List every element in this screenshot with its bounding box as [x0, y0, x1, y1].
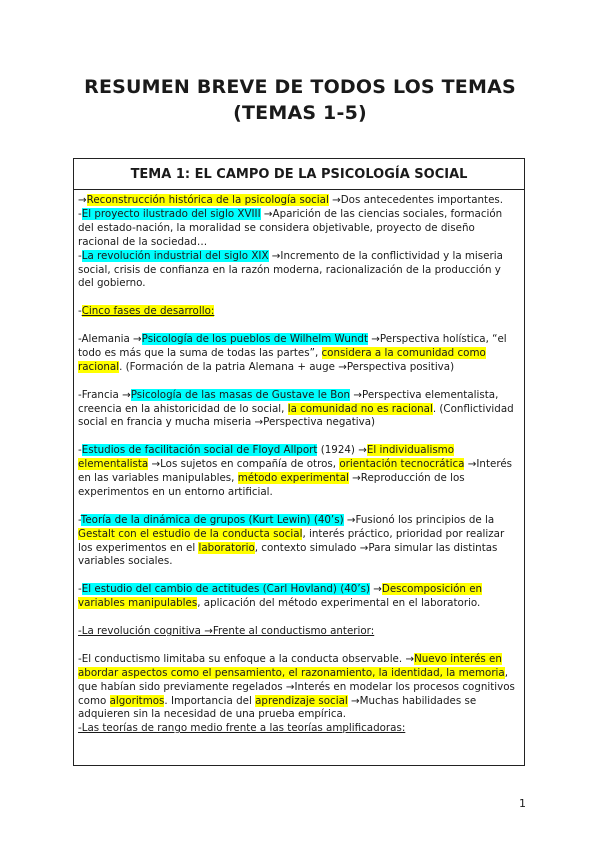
- paragraph-proyecto-ilustrado: -El proyecto ilustrado del siglo XVIII →Aparición de las ciencias sociales, formación del estado-nación, la moralidad se considera objetivable, proyecto de diseño racional de la sociedad…: [78, 207, 503, 248]
- topic-box: [73, 158, 525, 766]
- paragraph-carl-hovland: -El estudio del cambio de actitudes (Carl Hovland) (40’s) →Descomposición en variables manipulables, aplicación del método experimental en el laboratorio.: [78, 583, 483, 610]
- paragraph-alemania: -Alemania →Psicología de los pueblos de Wilhelm Wundt →Perspectiva holística, “el todo es más que la suma de todas las partes”, considera a la comunidad como racional. (Formación de la patria Alemana + auge →Perspectiva positiva): [78, 333, 507, 373]
- paragraph-revolucion-cognitiva: -La revolución cognitiva →Frente al conductismo anterior:: [78, 624, 375, 637]
- paragraph-reconstruccion: →Reconstrucción histórica de la psicología social →Dos antecedentes importantes.: [78, 194, 504, 206]
- paragraph-cinco-fases: -Cinco fases de desarrollo:: [78, 305, 215, 318]
- paragraph-kurt-lewin: -Teoría de la dinámica de grupos (Kurt Lewin) (40’s) →Fusionó los principios de la Gestalt con el estudio de la conducta social, interés práctico, prioridad por realizar los experimentos en el laboratorio, contexto simulado →Para simular las distintas variables sociales.: [78, 513, 505, 568]
- topic-heading: TEMA 1: EL CAMPO DE LA PSICOLOGÍA SOCIAL: [74, 159, 524, 190]
- paragraph-conductismo: -El conductismo limitaba su enfoque a la conducta observable. →Nuevo interés en abordar aspectos como el pensamiento, el razonamiento, la identidad, la memoria, que habían sido previamente regelados →Interés en modelar los procesos cognitivos como algoritmos. Importancia del aprendizaje social →Muchas habilidades se adquieren sin la necesidad de una prueba empírica.: [78, 652, 515, 721]
- paragraph-revolucion-industrial: -La revolución industrial del siglo XIX →Incremento de la conflictividad y la miseria social, crisis de confianza en la razón moderna, racionalización de la producción y del gobierno.: [78, 249, 503, 290]
- paragraph-floyd-allport: -Estudios de facilitación social de Floyd Allport (1924) →El individualismo elementalista →Los sujetos en compañía de otros, orientación tecnocrática →Interés en las variables manipulables, método experimental →Reproducción de los experimentos en un entorno artificial.: [78, 444, 513, 498]
- paragraph-teorias-rango-medio: -Las teorías de rango medio frente a las teorías amplificadoras:: [78, 722, 406, 735]
- page-number: 1: [519, 797, 526, 810]
- document-title-line-2: (TEMAS 1-5): [233, 102, 367, 124]
- document-title-line-1: RESUMEN BREVE DE TODOS LOS TEMAS: [84, 76, 516, 98]
- topic-content: [74, 190, 524, 736]
- paragraph-francia: -Francia →Psicología de las masas de Gustave le Bon →Perspectiva elementalista, creencia en la ahistoricidad de lo social, la comunidad no es racional. (Conflictividad social en francia y mucha miseria →Perspectiva negativa): [78, 388, 514, 429]
